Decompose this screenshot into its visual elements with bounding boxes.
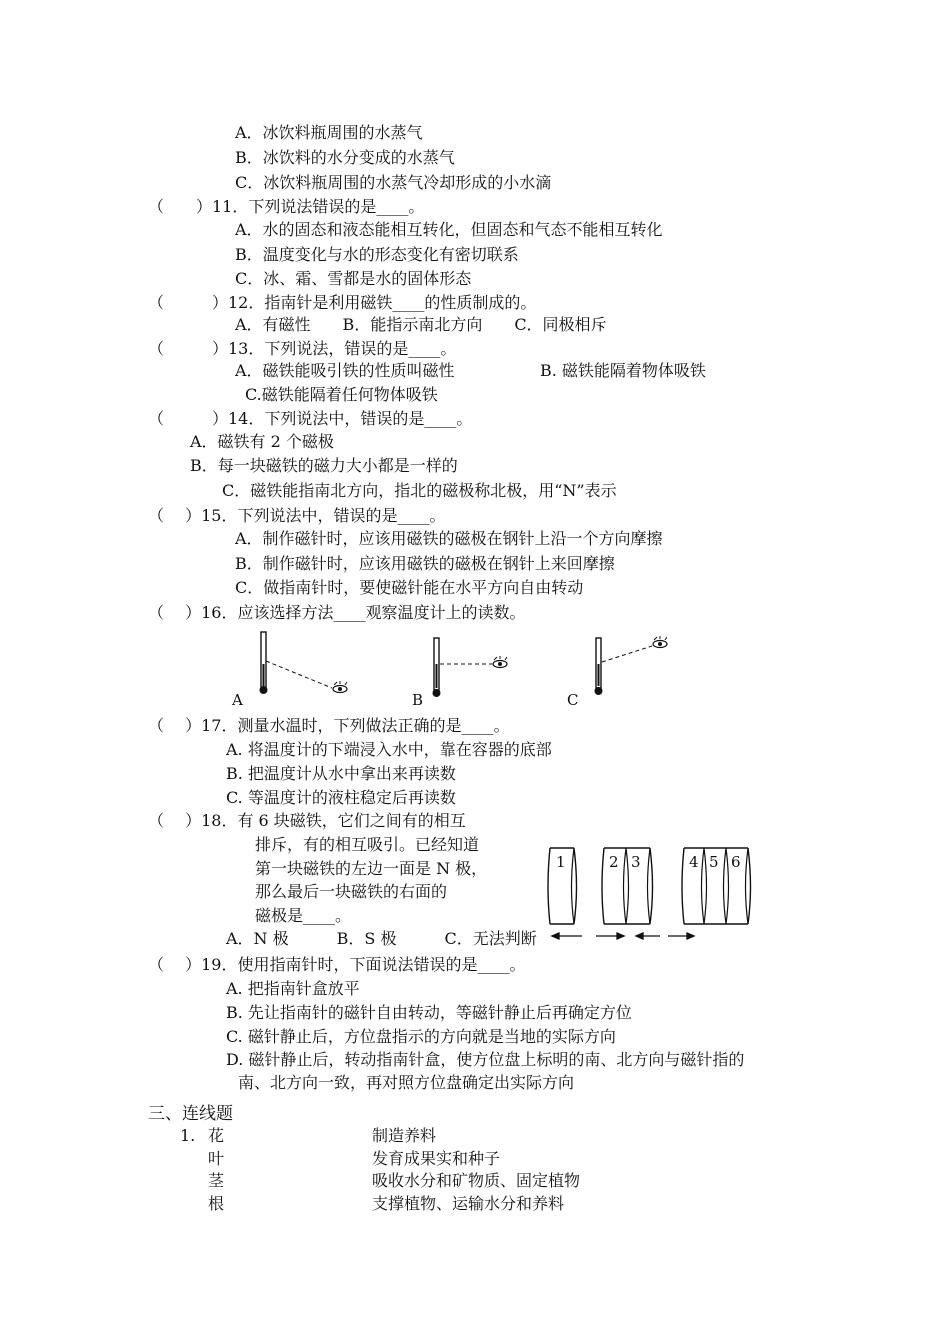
magnet-diagram [540, 840, 760, 945]
q18-stem: （ ）18．有 6 块磁铁，它们之间有的相互 [148, 811, 466, 830]
q19-option-c: C. 磁针静止后，方位盘指示的方向就是当地的实际方向 [226, 1027, 616, 1046]
eye-icon-b [493, 656, 507, 668]
q14-option-a: A．磁铁有 2 个磁极 [190, 432, 334, 451]
q19-option-d-line2: 南、北方向一致，再对照方位盘确定出实际方向 [238, 1073, 575, 1092]
magnet-label-4: 4 [689, 853, 699, 871]
q15-stem: （ ）15．下列说法中，错误的是____。 [148, 506, 446, 525]
q19-stem: （ ）19．使用指南针时，下面说法错误的是____。 [148, 955, 526, 974]
thermometer-c [595, 636, 668, 695]
q17-option-c: C. 等温度计的液柱稳定后再读数 [226, 788, 456, 807]
q13-option-c: C.磁铁能隔着任何物体吸铁 [245, 385, 438, 404]
q11-option-c: C．冰、霜、雪都是水的固体形态 [235, 269, 472, 288]
q17-option-a: A. 将温度计的下端浸入水中，靠在容器的底部 [226, 740, 552, 759]
q16-label-b: B [412, 691, 424, 709]
q18-line4: 那么最后一块磁铁的右面的 [255, 882, 448, 901]
magnet-label-3: 3 [631, 853, 641, 871]
matching-left-1: 花 [208, 1126, 225, 1145]
q19-option-d-line1: D. 磁针静止后，转动指南针盒，使方位盘上标明的南、北方向与磁针指的 [226, 1050, 745, 1069]
q18-line5: 磁极是____。 [255, 906, 352, 925]
matching-left-2: 叶 [208, 1149, 225, 1168]
q11-stem: （ ）11．下列说法错误的是____。 [148, 197, 425, 216]
matching-right-1: 制造养料 [372, 1126, 437, 1145]
q11-option-a: A．水的固态和液态能相互转化，但固态和气态不能相互转化 [235, 220, 663, 239]
eye-icon-c [653, 636, 667, 648]
q19-option-a: A. 把指南针盒放平 [226, 979, 360, 998]
q18-options: A．N 极 B．S 极 C．无法判断 [226, 929, 537, 948]
q10-option-c: C．冰饮料瓶周围的水蒸气冷却形成的小水滴 [235, 173, 552, 192]
q13-stem: （ ）13．下列说法，错误的是____。 [148, 339, 457, 358]
magnet-label-1: 1 [556, 853, 566, 871]
q18-line2: 排斥，有的相互吸引。已经知道 [255, 835, 480, 854]
q13-option-b: B. 磁铁能隔着物体吸铁 [540, 361, 706, 380]
q16-label-a: A [232, 691, 243, 709]
q12-stem: （ ）12．指南针是利用磁铁____的性质制成的。 [148, 293, 537, 312]
magnet-label-2: 2 [609, 853, 619, 871]
q15-option-b: B．制作磁针时，应该用磁铁的磁极在钢针上来回摩擦 [235, 554, 615, 573]
magnet-label-6: 6 [731, 853, 741, 871]
matching-left-3: 茎 [208, 1171, 225, 1190]
q15-option-c: C．做指南针时，要使磁针能在水平方向自由转动 [235, 578, 584, 597]
q14-stem: （ ）14．下列说法中，错误的是____。 [148, 409, 473, 428]
section-3-title: 三、连线题 [148, 1104, 233, 1124]
q16-stem: （ ）16．应该选择方法____观察温度计上的读数。 [148, 603, 526, 622]
eye-icon-a [333, 681, 347, 693]
q10-option-b: B．冰饮料的水分变成的水蒸气 [235, 148, 455, 167]
q15-option-a: A．制作磁针时，应该用磁铁的磁极在钢针上沿一个方向摩擦 [235, 529, 663, 548]
thermometer-a [260, 632, 348, 694]
q14-option-b: B．每一块磁铁的磁力大小都是一样的 [190, 456, 458, 475]
matching-right-3: 吸收水分和矿物质、固定植物 [372, 1171, 581, 1190]
q10-option-a: A．冰饮料瓶周围的水蒸气 [235, 123, 423, 142]
q17-stem: （ ）17．测量水温时，下列做法正确的是____。 [148, 716, 510, 735]
q11-option-b: B．温度变化与水的形态变化有密切联系 [235, 245, 519, 264]
q16-label-c: C [567, 691, 579, 709]
q14-option-c: C．磁铁能指南北方向，指北的磁极称北极，用“N”表示 [222, 481, 617, 500]
q12-options: A．有磁性 B．能指示南北方向 C．同极相斥 [235, 315, 607, 334]
matching-q1-number: 1. [180, 1126, 196, 1145]
magnet-label-5: 5 [709, 853, 719, 871]
matching-right-4: 支撑植物、运输水分和养料 [372, 1194, 565, 1213]
matching-right-2: 发育成果实和种子 [372, 1149, 501, 1168]
force-arrows [552, 933, 694, 939]
q17-option-b: B. 把温度计从水中拿出来再读数 [226, 764, 456, 783]
q19-option-b: B. 先让指南针的磁针自由转动，等磁针静止后再确定方位 [226, 1003, 632, 1022]
thermometer-b [433, 638, 508, 697]
thermometer-diagram [220, 628, 700, 713]
q18-line3: 第一块磁铁的左边一面是 N 极， [255, 859, 488, 878]
matching-left-4: 根 [208, 1194, 225, 1213]
q13-option-a: A．磁铁能吸引铁的性质叫磁性 [235, 361, 455, 380]
